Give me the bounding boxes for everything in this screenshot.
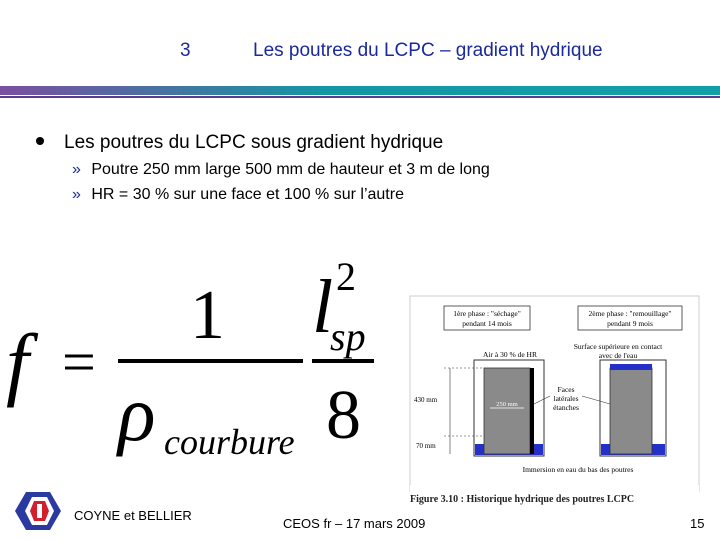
coyne-bellier-logo <box>14 490 62 532</box>
formula-l-subscript: sp <box>330 314 366 359</box>
left-beam <box>484 368 530 454</box>
slide-title: Les poutres du LCPC – gradient hydrique <box>253 40 603 61</box>
formula-rho-subscript: courbure <box>164 422 295 462</box>
sub-bullet-marker: » <box>72 161 81 178</box>
faces-label-3: étanches <box>553 403 579 412</box>
formula-rho: ρ <box>118 370 156 457</box>
footer-authors: COYNE et BELLIER <box>74 508 192 523</box>
sub-bullet-text: Poutre 250 mm large 500 mm de hauteur et 3 m de long <box>91 161 490 178</box>
fraction-bar-2 <box>312 359 374 363</box>
bullet-dot <box>36 137 44 145</box>
phase1-duration: pendant 14 mois <box>462 319 512 328</box>
formula-one: 1 <box>190 277 225 354</box>
sub-bullet-1 <box>72 161 490 179</box>
faces-label-2: latérales <box>553 394 579 403</box>
formula-equals: = <box>62 329 96 395</box>
fraction-bar-1 <box>118 359 303 363</box>
formula-l-superscript: 2 <box>336 254 356 299</box>
height-430-label: 430 mm <box>414 396 438 404</box>
beam-width-label: 250 mm <box>496 401 518 408</box>
immersion-label: Immersion en eau du bas des poutres <box>522 465 634 474</box>
main-bullet-text: Les poutres du LCPC sous gradient hydrique <box>64 132 444 153</box>
header-divider-bar <box>0 86 720 100</box>
formula-f: f <box>6 317 29 408</box>
faces-label: Faces <box>557 385 575 394</box>
sub-bullet-text: HR = 30 % sur une face et 100 % sur l’autre <box>91 186 404 203</box>
phase1-label: 1ère phase : "séchage" <box>453 309 521 318</box>
height-70-label: 70 mm <box>416 442 436 450</box>
sub-bullet-marker: » <box>72 186 81 203</box>
air-label: Air à 30 % de HR <box>483 350 537 359</box>
curvature-formula <box>0 250 400 470</box>
right-beam-top-water <box>610 364 652 370</box>
sub-bullet-2 <box>72 186 404 204</box>
slide-section-number: 3 <box>180 40 191 61</box>
right-beam <box>610 368 652 454</box>
surface-label-2: avec de l'eau <box>598 351 638 360</box>
figure-caption-cut: Figure 3.10 : Historique hydrique des poutres LCPC <box>410 494 635 505</box>
page-number: 15 <box>690 516 705 531</box>
phase2-duration: pendant 9 mois <box>607 319 653 328</box>
formula-eight: 8 <box>326 377 361 454</box>
beam-test-figure <box>410 296 700 505</box>
phase2-label: 2ème phase : "remouillage" <box>588 309 672 318</box>
footer-event: CEOS fr – 17 mars 2009 <box>283 516 426 531</box>
surface-label: Surface supérieure en contact <box>573 342 663 351</box>
formula-l: l <box>312 265 334 349</box>
